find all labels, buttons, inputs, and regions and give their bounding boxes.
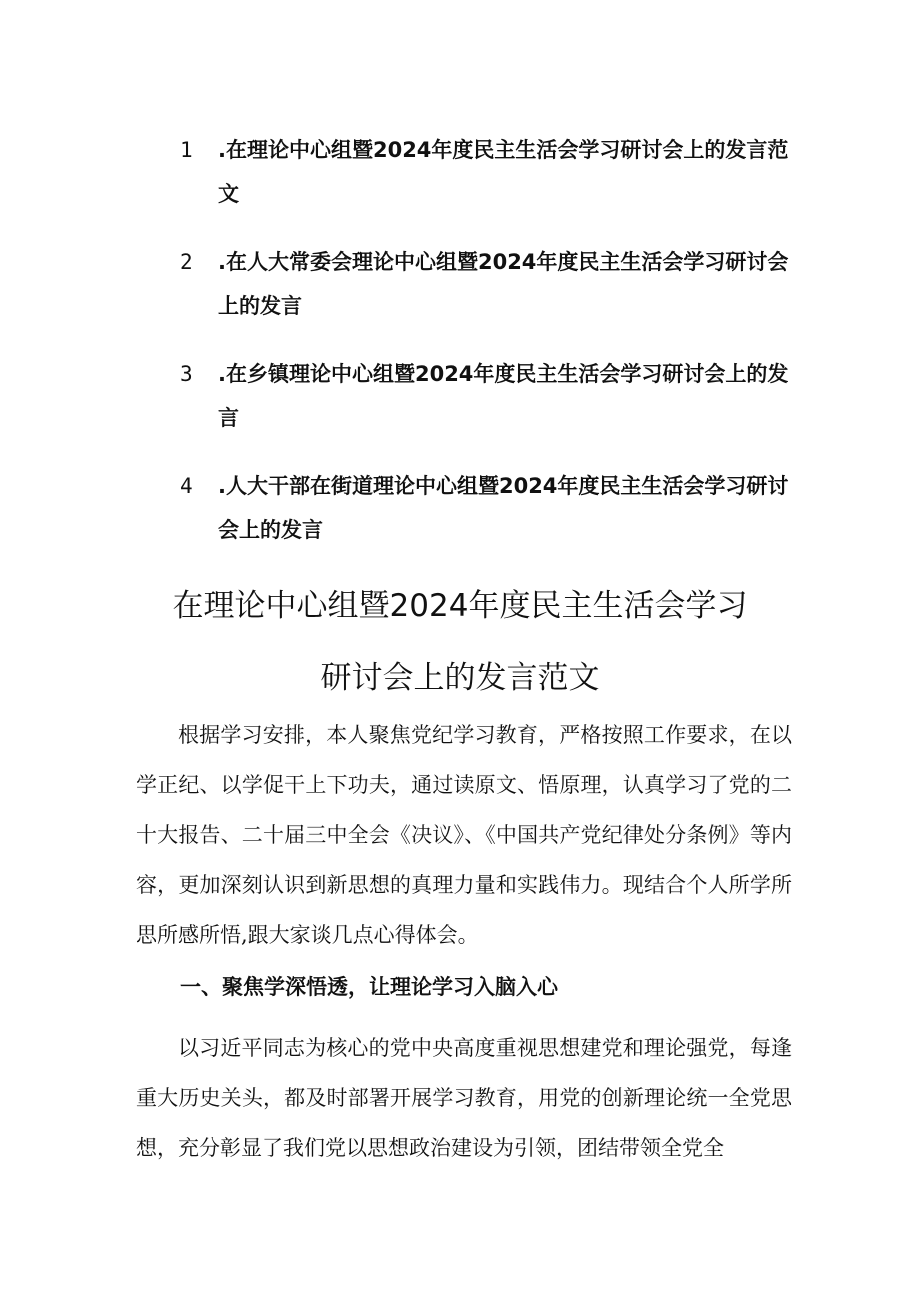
section-heading-1: 一、聚焦学深悟透，让理论学习入脑入心 — [180, 975, 558, 999]
toc-number: 1 — [180, 138, 193, 162]
paragraph-2: 以习近平同志为核心的党中央高度重视思想建党和理论强党，每逢重大历史关头，都及时部署开展学习教育，用党的创新理论统一全党思想，充分彰显了我们党以思想政治建设为引领，团结带领全党全 — [136, 1036, 792, 1160]
toc-text: .在理论中心组暨2024年度民主生活会学习研讨会上的发言范文 — [218, 138, 789, 206]
toc-text: .人大干部在街道理论中心组暨2024年度民主生活会学习研讨会上的发言 — [218, 474, 789, 542]
toc-item — [180, 464, 800, 552]
article-title-line-2: 研讨会上的发言范文 — [320, 660, 600, 696]
toc-text: .在乡镇理论中心组暨2024年度民主生活会学习研讨会上的发言 — [218, 362, 789, 430]
paragraph-1: 根据学习安排，本人聚焦党纪学习教育，严格按照工作要求，在以学正纪、以学促干上下功夫，通过读原文、悟原理，认真学习了党的二十大报告、二十届三中全会《决议》、《中国共产党纪律处分条例》等内容，更加深刻认识到新思想的真理力量和实践伟力。现结合个人所学所思所感所悟,跟大家谈几点心得体会。 — [136, 723, 792, 947]
table-of-contents — [180, 128, 800, 576]
toc-item — [180, 128, 800, 216]
toc-number: 4 — [180, 474, 193, 498]
toc-item — [180, 240, 800, 328]
toc-text: .在人大常委会理论中心组暨2024年度民主生活会学习研讨会上的发言 — [218, 250, 789, 318]
article-title — [140, 570, 780, 714]
toc-item — [180, 352, 800, 440]
toc-number: 2 — [180, 250, 193, 274]
article-title-line-1: 在理论中心组暨2024年度民主生活会学习 — [172, 588, 748, 624]
toc-number: 3 — [180, 362, 193, 386]
